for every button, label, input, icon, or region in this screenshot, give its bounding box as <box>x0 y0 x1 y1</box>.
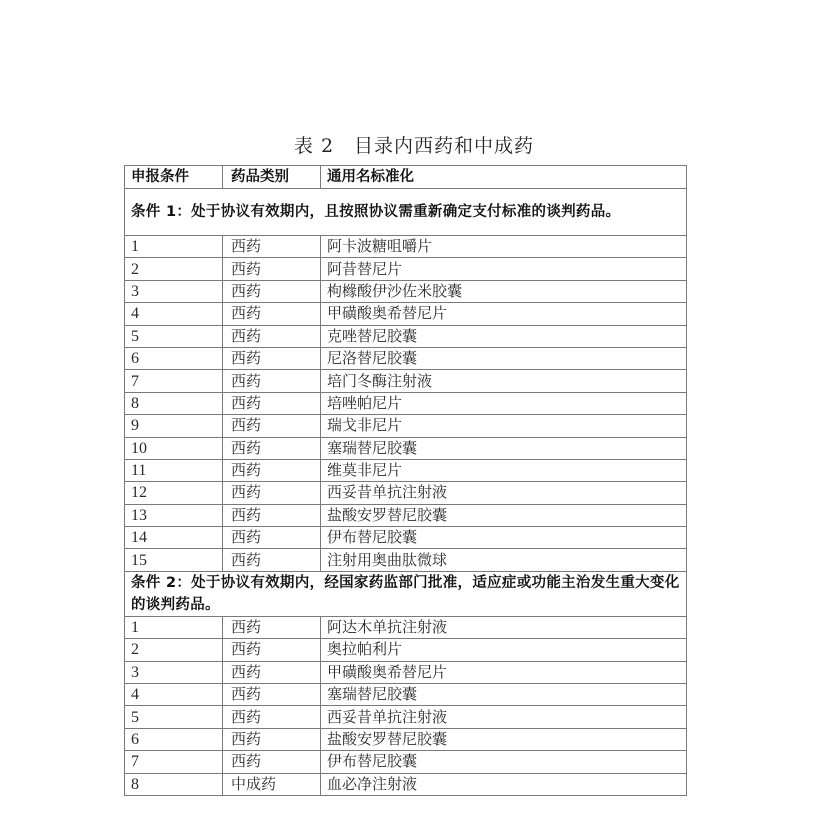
drug-category: 西药 <box>223 325 321 347</box>
table-row <box>125 706 687 728</box>
drug-category: 西药 <box>223 661 321 683</box>
table-row <box>125 236 687 258</box>
table-row <box>125 303 687 325</box>
drug-generic-name: 塞瑞替尼胶囊 <box>321 684 687 706</box>
drug-generic-name: 尼洛替尼胶囊 <box>321 347 687 369</box>
drug-category: 西药 <box>223 392 321 414</box>
drug-category: 西药 <box>223 728 321 750</box>
header-category: 药品类别 <box>223 166 321 189</box>
table-row <box>125 684 687 706</box>
table-row <box>125 347 687 369</box>
drug-category: 西药 <box>223 415 321 437</box>
drug-category: 西药 <box>223 482 321 504</box>
row-number: 5 <box>125 325 223 347</box>
drug-category: 西药 <box>223 459 321 481</box>
drug-category: 西药 <box>223 236 321 258</box>
drug-generic-name: 盐酸安罗替尼胶囊 <box>321 504 687 526</box>
row-number: 8 <box>125 392 223 414</box>
drug-category: 西药 <box>223 706 321 728</box>
row-number: 2 <box>125 258 223 280</box>
row-number: 3 <box>125 280 223 302</box>
table-row <box>125 504 687 526</box>
drug-generic-name: 伊布替尼胶囊 <box>321 527 687 549</box>
row-number: 5 <box>125 706 223 728</box>
table-row <box>125 728 687 750</box>
drug-generic-name: 克唑替尼胶囊 <box>321 325 687 347</box>
row-number: 2 <box>125 639 223 661</box>
drug-category: 西药 <box>223 616 321 638</box>
table-row <box>125 415 687 437</box>
drug-generic-name: 培唑帕尼片 <box>321 392 687 414</box>
row-number: 6 <box>125 347 223 369</box>
table-row <box>125 639 687 661</box>
row-number: 4 <box>125 303 223 325</box>
drug-generic-name: 阿昔替尼片 <box>321 258 687 280</box>
drug-category: 西药 <box>223 258 321 280</box>
drug-category: 西药 <box>223 280 321 302</box>
row-number: 7 <box>125 370 223 392</box>
drug-category: 西药 <box>223 549 321 571</box>
table-row <box>125 549 687 571</box>
row-number: 3 <box>125 661 223 683</box>
drug-generic-name: 血必净注射液 <box>321 773 687 795</box>
row-number: 15 <box>125 549 223 571</box>
row-number: 13 <box>125 504 223 526</box>
drug-generic-name: 甲磺酸奥希替尼片 <box>321 303 687 325</box>
drug-category: 中成药 <box>223 773 321 795</box>
drug-category: 西药 <box>223 303 321 325</box>
drug-generic-name: 西妥昔单抗注射液 <box>321 706 687 728</box>
table-row <box>125 459 687 481</box>
table-row <box>125 437 687 459</box>
row-number: 9 <box>125 415 223 437</box>
drug-generic-name: 枸橼酸伊沙佐米胶囊 <box>321 280 687 302</box>
table-row <box>125 482 687 504</box>
table-header-row <box>125 166 687 189</box>
drug-generic-name: 维莫非尼片 <box>321 459 687 481</box>
drug-generic-name: 奥拉帕利片 <box>321 639 687 661</box>
row-number: 12 <box>125 482 223 504</box>
table-row <box>125 773 687 795</box>
drug-category: 西药 <box>223 684 321 706</box>
table-row <box>125 258 687 280</box>
table-row <box>125 616 687 638</box>
drug-generic-name: 西妥昔单抗注射液 <box>321 482 687 504</box>
drug-category: 西药 <box>223 751 321 773</box>
row-number: 1 <box>125 616 223 638</box>
condition-row-2 <box>125 571 687 616</box>
condition-text: 条件 1：处于协议有效期内，且按照协议需重新确定支付标准的谈判药品。 <box>125 189 687 236</box>
table-row <box>125 392 687 414</box>
drug-generic-name: 伊布替尼胶囊 <box>321 751 687 773</box>
drug-category: 西药 <box>223 527 321 549</box>
row-number: 7 <box>125 751 223 773</box>
drug-category: 西药 <box>223 370 321 392</box>
drug-category: 西药 <box>223 639 321 661</box>
table-row <box>125 527 687 549</box>
drug-table <box>124 165 687 796</box>
row-number: 6 <box>125 728 223 750</box>
row-number: 11 <box>125 459 223 481</box>
drug-generic-name: 甲磺酸奥希替尼片 <box>321 661 687 683</box>
drug-generic-name: 培门冬酶注射液 <box>321 370 687 392</box>
header-condition: 申报条件 <box>125 166 223 189</box>
table-title: 表 2 目录内西药和中成药 <box>293 135 535 157</box>
table-row <box>125 370 687 392</box>
row-number: 1 <box>125 236 223 258</box>
row-number: 10 <box>125 437 223 459</box>
drug-category: 西药 <box>223 437 321 459</box>
row-number: 14 <box>125 527 223 549</box>
table-row <box>125 751 687 773</box>
drug-generic-name: 瑞戈非尼片 <box>321 415 687 437</box>
table-row <box>125 280 687 302</box>
table-row <box>125 325 687 347</box>
row-number: 8 <box>125 773 223 795</box>
drug-generic-name: 盐酸安罗替尼胶囊 <box>321 728 687 750</box>
drug-category: 西药 <box>223 347 321 369</box>
drug-generic-name: 塞瑞替尼胶囊 <box>321 437 687 459</box>
drug-category: 西药 <box>223 504 321 526</box>
condition-text: 条件 2：处于协议有效期内，经国家药监部门批准，适应症或功能主治发生重大变化的谈判药品。 <box>125 571 687 616</box>
table-row <box>125 661 687 683</box>
condition-row-1 <box>125 189 687 236</box>
drug-generic-name: 注射用奥曲肽微球 <box>321 549 687 571</box>
drug-generic-name: 阿卡波糖咀嚼片 <box>321 236 687 258</box>
row-number: 4 <box>125 684 223 706</box>
drug-generic-name: 阿达木单抗注射液 <box>321 616 687 638</box>
header-generic-name: 通用名标准化 <box>321 166 687 189</box>
